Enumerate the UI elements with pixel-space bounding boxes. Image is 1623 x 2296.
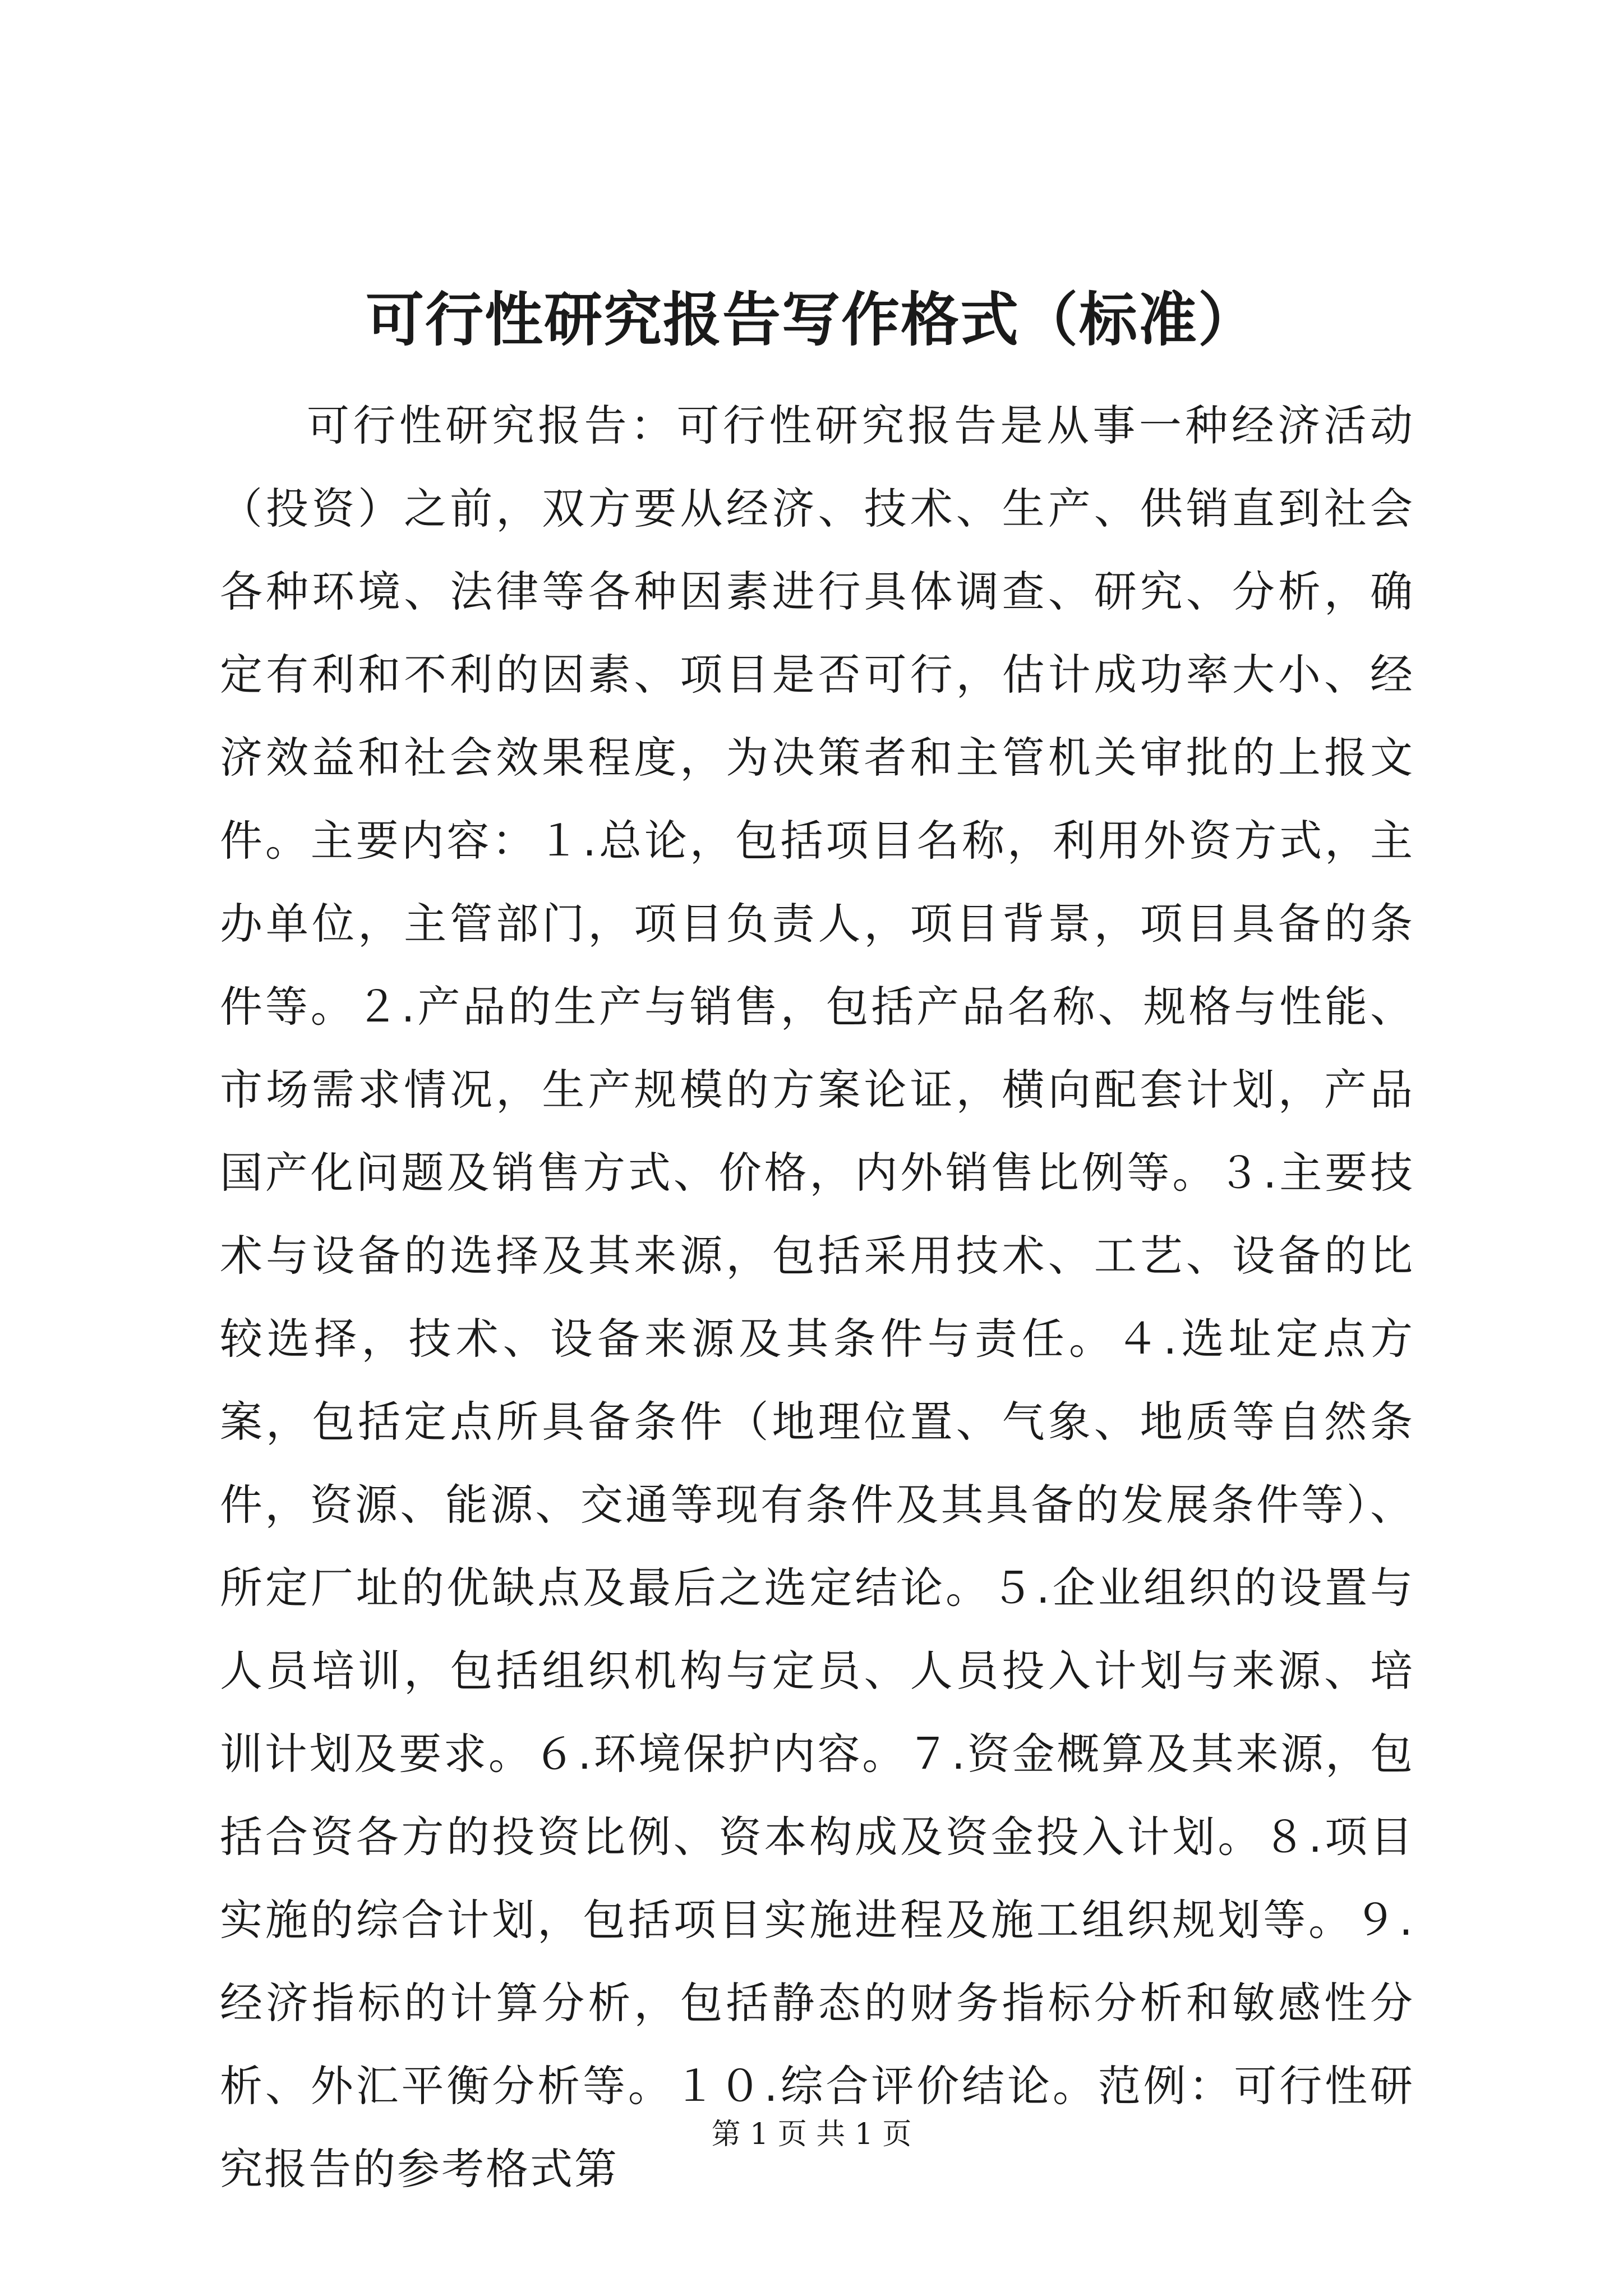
document-body-paragraph: 可行性研究报告：可行性研究报告是从事一种经济活动（投资）之前，双方要从经济、技术、生产、供销直到社会各种环境、法律等各种因素进行具体调查、研究、分析，确定有利和不利的因素、项目是否可行，估计成功率大小、经济效益和社会效果程度，为决策者和主管机关审批的上报文件。主要内容：１.总论，包括项目名称，利用外资方式，主办单位，主管部门，项目负责人，项目背景，项目具备的条件等。２.产品的生产与销售，包括产品名称、规格与性能、市场需求情况，生产规模的方案论证，横向配套计划，产品国产化问题及销售方式、价格，内外销售比例等。３.主要技术与设备的选择及其来源，包括采用技术、工艺、设备的比较选择，技术、设备来源及其条件与责任。４.选址定点方案，包括定点所具备条件（地理位置、气象、地质等自然条件，资源、能源、交通等现有条件及其具备的发展条件等）、所定厂址的优缺点及最后之选定结论。５.企业组织的设置与人员培训，包括组织机构与定员、人员投入计划与来源、培训计划及要求。６.环境保护内容。７.资金概算及其来源，包括合资各方的投资比例、资本构成及资金投入计划。８.项目实施的综合计划，包括项目实施进程及施工组织规划等。９.经济指标的计算分析，包括静态的财务指标分析和敏感性分析、外汇平衡分析等。１０.综合评价结论。范例：可行性研究报告的参考格式第: [220, 401, 1414, 2194]
document-title: 可行性研究报告写作格式（标准）: [365, 285, 1257, 354]
page-footer: 第 1 页 共 1 页: [711, 2118, 912, 2151]
